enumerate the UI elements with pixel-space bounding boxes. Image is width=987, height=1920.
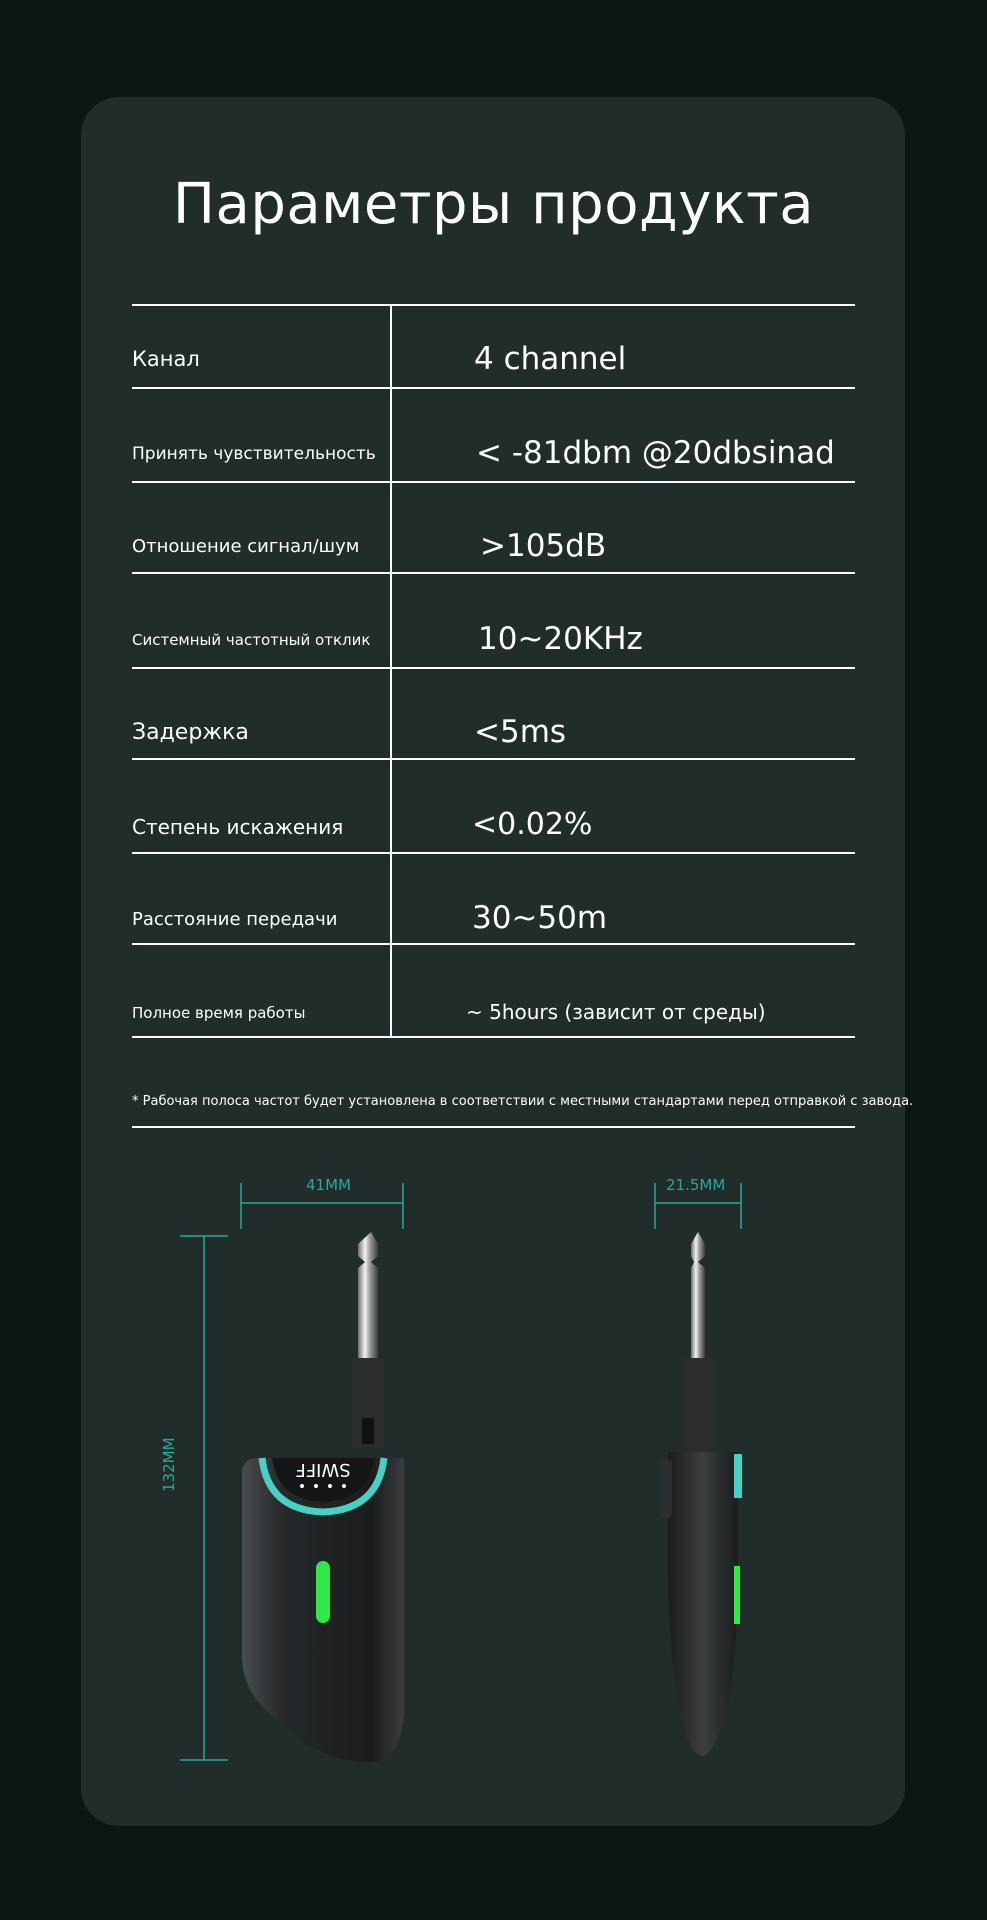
spec-label-latency: Задержка	[132, 720, 249, 745]
front-view	[242, 1232, 404, 1762]
height-label: 132MM	[160, 1437, 178, 1492]
spec-value-range: 30~50m	[472, 900, 608, 936]
spec-label-distortion: Степень искажения	[132, 815, 344, 839]
spec-label-snr: Отношение сигнал/шум	[132, 536, 360, 557]
spec-value-sensitivity: < -81dbm @20dbsinad	[476, 435, 835, 471]
spec-value-latency: <5ms	[474, 714, 567, 750]
side-view	[660, 1232, 742, 1756]
page-title: Параметры продукта	[172, 172, 815, 237]
svg-text:SWIFF: SWIFF	[295, 1459, 351, 1480]
front-width-label: 41MM	[306, 1176, 351, 1194]
spec-label-sensitivity: Принять чувствительность	[132, 444, 376, 464]
footnote: * Рабочая полоса частот будет установлена в соответствии с местными стандартами перед отправкой с завода.	[132, 1094, 914, 1109]
spec-label-range: Расстояние передачи	[132, 909, 338, 930]
spec-value-channel: 4 channel	[474, 341, 627, 377]
spec-label-frequency: Системный частотный отклик	[132, 631, 371, 649]
side-width-label: 21.5MM	[666, 1176, 726, 1194]
spec-value-runtime: ~ 5hours (зависит от среды)	[466, 1000, 766, 1024]
spec-label-runtime: Полное время работы	[132, 1004, 306, 1022]
spec-value-frequency: 10~20KHz	[478, 621, 643, 657]
spec-label-channel: Канал	[132, 347, 200, 371]
spec-value-distortion: <0.02%	[472, 807, 593, 842]
spec-value-snr: >105dB	[480, 528, 607, 564]
